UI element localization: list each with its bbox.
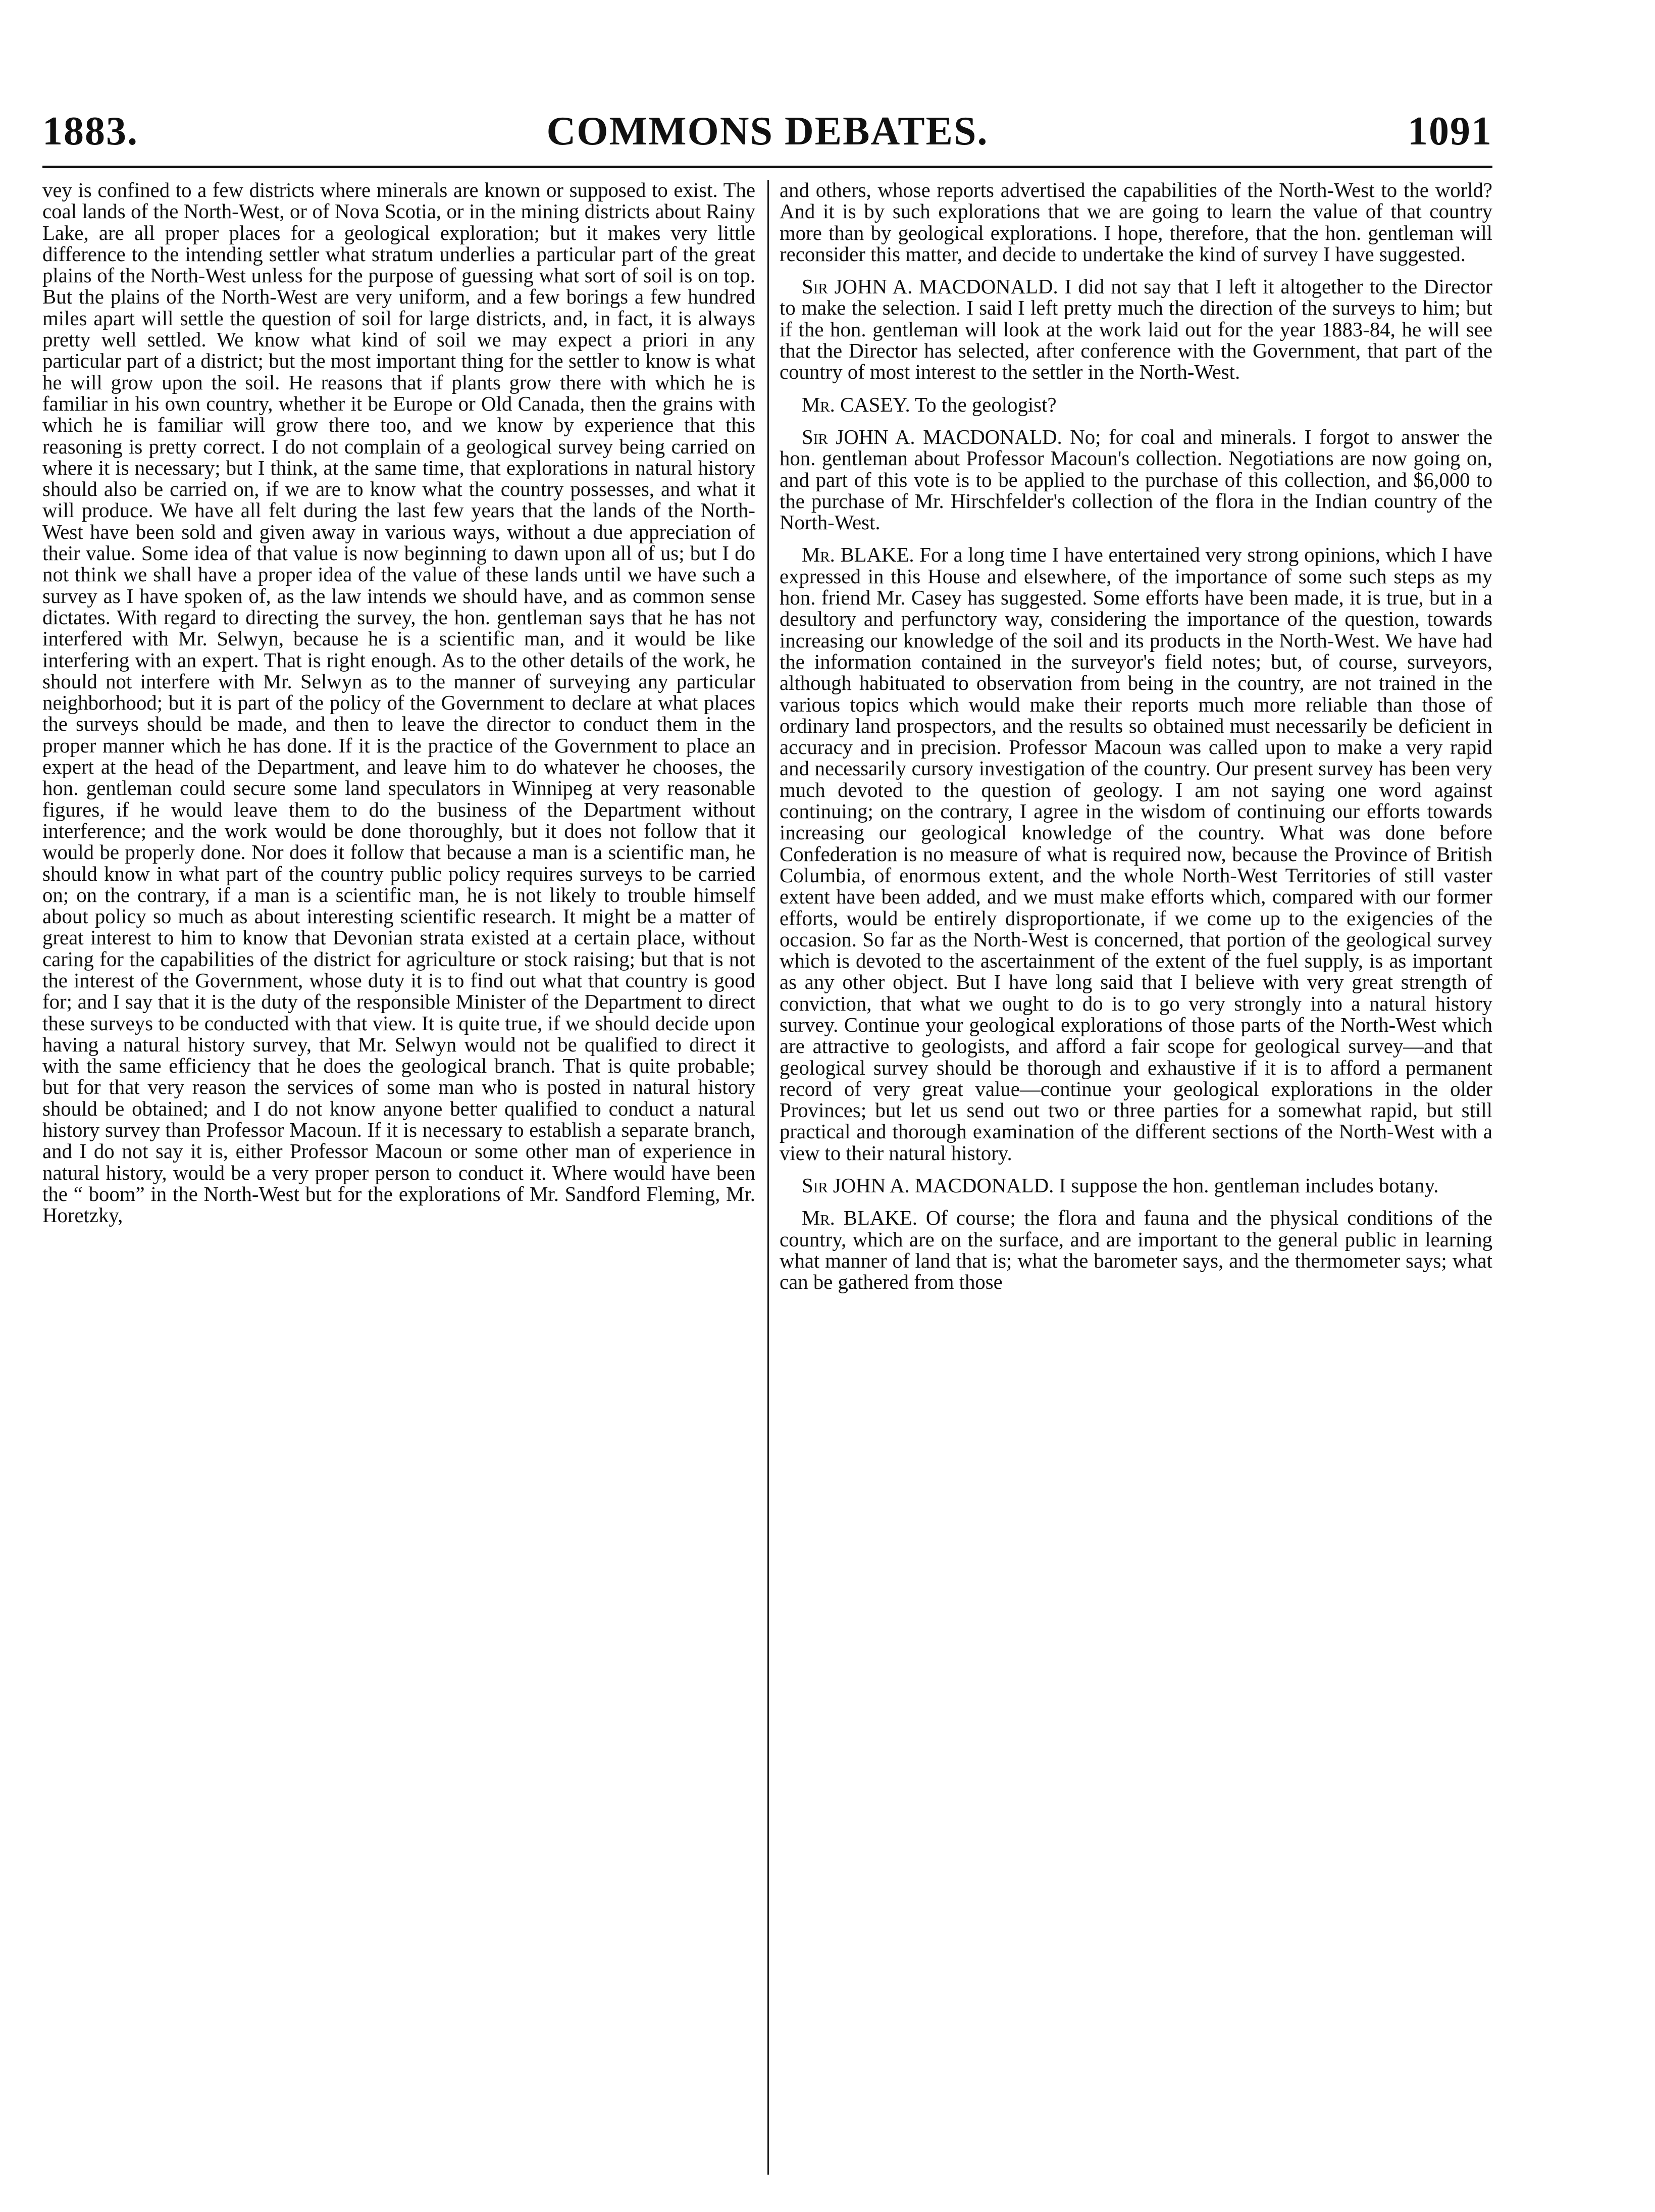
paragraph-text: Of course; the flora and fauna and the physical conditions of the country, which are on the surface, and are important to the general public in learning what manner of land that is; what the barometer says, and the thermometer says; what can be gathered from those — [780, 1206, 1492, 1294]
page — [42, 106, 1492, 2177]
speaker-name: Sir JOHN A. MACDONALD. — [802, 275, 1058, 298]
paragraph — [780, 544, 1492, 1164]
paragraph-text: I suppose the hon. gentleman includes botany. — [1059, 1174, 1439, 1197]
speaker-name: Sir JOHN A. MACDONALD. — [802, 425, 1062, 448]
paragraph — [780, 180, 1492, 265]
paragraph-text: To the geologist? — [915, 393, 1057, 416]
paragraph — [780, 427, 1492, 533]
paragraph-text: For a long time I have entertained very strong opinions, which I have expressed in this House and elsewhere, of the importance of some such steps as my hon. friend Mr. Casey has suggested. Some efforts have been made, it is true, but in a desultory and perfunctory way, considering the importance of the question, towards increasing our knowledge of the soil and its products in the North-West. We have had the information contained in the surveyor's field notes; but, of course, surveyors, although habituated to observation from being in the country, are not trained in the various topics which would make their reports much more reliable than those of ordinary land prospectors, and the results so obtained must necessarily be deficient in accuracy and in precision. Professor Macoun was called upon to make a very rapid and necessarily cursory investigation of the country. Our present survey has been very much devoted to the question of geology. I am not saying one word against continuing; on the contrary, I agree in the wisdom of continuing our efforts towards increasing our geological knowledge of the country. What was done before Confederation is no measure of what is required now, because the Province of British Columbia, of enormous extent, and the whole North-West Territories of still vaster extent have been added, and we must make efforts which, compared with our former efforts, would be entirely disproportionate, if we come up to the exigencies of the occasion. So far as the North-West is concerned, that portion of the geological survey which is devoted to the ascertainment of the extent of the fuel supply, is as important as any other object. But I have long said that I believe with very great strength of conviction, that what we ought to do is to go very strongly into a natural history survey. Continue your geological explorations of those parts of the North-West which are attractive to geologists, and afford a fair scope for geological survey—and that geological survey should be thorough and exhaustive if it is to afford a permanent record of very great value—continue your geological explorations in the older Provinces; but let us send out two or three parties for a somewhat rapid, but still practical and thorough examination of the different sections of the North-West with a view to their natural history. — [780, 543, 1492, 1165]
header-rule — [42, 166, 1492, 168]
speaker-name: Mr. BLAKE. — [802, 543, 914, 567]
left-column — [42, 180, 755, 2175]
paragraph-text: and others, whose reports advertised the capabilities of the North-West to the world? And it is by such explorations that we are going to learn the value of that country more than by geological explorations. I hope, therefore, that the hon. gentleman will reconsider this matter, and decide to undertake the kind of survey I have suggested. — [780, 180, 1492, 266]
paragraph-text: I did not say that I left it altogether to the Director to make the selection. I said I left pretty much the direction of the surveys to him; but if the hon. gentleman will look at the work laid out for the year 1883-84, he will see that the Director has selected, after conference with the Government, that part of the country of most interest to the settler in the North-West. — [780, 275, 1492, 384]
paragraph-text: No; for coal and minerals. I forgot to answer the hon. gentleman about Professor Macoun's collection. Negotiations are now going on, and part of this vote is to be applied to the purchase of this collection, and $6,000 to the purchase of Mr. Hirschfelder's collection of the flora in the Indian country of the North-West. — [780, 425, 1492, 534]
speaker-name: Mr. CASEY. — [802, 393, 910, 416]
page-number: 1091 — [1408, 109, 1492, 154]
paragraph — [780, 1208, 1492, 1293]
right-column — [780, 180, 1492, 2175]
paragraph — [780, 394, 1492, 416]
column-divider — [767, 180, 769, 2175]
header-year: 1883. — [42, 109, 138, 154]
page-header — [42, 106, 1492, 167]
publication-title: COMMONS DEBATES. — [546, 109, 989, 154]
paragraph — [780, 276, 1492, 383]
speaker-name: Sir JOHN A. MACDONALD. — [802, 1174, 1054, 1197]
paragraph — [780, 1175, 1492, 1196]
speaker-name: Mr. BLAKE. — [802, 1206, 917, 1230]
left-column-text: vey is confined to a few districts where minerals are known or supposed to exist. The coal lands of the North-West, or of Nova Scotia, or in the mining districts about Rainy Lake, are all proper places for a geological exploration; but it makes very little difference to the intending settler what stratum underlies a particular part of the great plains of the North-West unless for the purpose of guessing what sort of soil is on top. But the plains of the North-West are very uniform, and a few borings a few hundred miles apart will settle the question of soil for large districts, and, in fact, it is always pretty well settled. We know what kind of soil we may expect a priori in any particular part of a district; but the most important thing for the settler to know is what he will grow upon the soil. He reasons that if plants grow there with which he is familiar in his own country, whether it be Europe or Old Canada, then the grains with which he is familiar will grow there too, and we know by experience that this reasoning is pretty correct. I do not complain of a geological survey being carried on where it is necessary; but I think, at the same time, that explorations in natural history should also be carried on, if we are to know what the country possesses, and what it will produce. We have all felt during the last few years that the lands of the North-West have been sold and given away in various ways, without a due appreciation of their value. Some idea of that value is now beginning to dawn upon all of us; but I do not think we shall have a proper idea of the value of these lands until we have such a survey as I have spoken of, as the law intends we should have, and as common sense dictates. With regard to directing the survey, the hon. gentleman says that he has not interfered with Mr. Selwyn, because he is a scientific man, and it would be like interfering with an expert. That is right enough. As to the other details of the work, he should not interfere with Mr. Selwyn as to the manner of surveying any particular neighborhood; but it is part of the policy of the Government to declare at what places the surveys should be made, and then to leave the director to conduct them in the proper manner which he has done. If it is the practice of the Government to place an expert at the head of the Department, and leave him to do whatever he chooses, the hon. gentleman could secure some land speculators in Winnipeg at very reasonable figures, if he would leave them to do the business of the Department without interference; and the work would be done thoroughly, but it does not follow that it would be properly done. Nor does it follow that because a man is a scientific man, he should know in what part of the country public policy requires surveys to be carried on; on the contrary, if a man is a scientific man, he is not likely to trouble himself about policy so much as about interesting scientific research. It might be a matter of great interest to him to know that Devonian strata existed at a certain place, without caring for the capabilities of the district for agriculture or stock raising; but that is not the interest of the Government, whose duty it is to find out what that country is good for; and I say that it is the duty of the responsible Minister of the Department to direct these surveys to be conducted with that view. It is quite true, if we should decide upon having a natural history survey, that Mr. Selwyn would not be qualified to direct it with the same efficiency that he does the geological branch. That is quite probable; but for that very reason the services of some man who is posted in natural history should be obtained; and I do not know anyone better qualified to conduct a natural history survey than Professor Macoun. If it is necessary to establish a separate branch, and I do not say it is, either Professor Macoun or some other man of experience in natural history, would be a very proper person to conduct it. Where would have been the “ boom” in the North-West but for the explorations of Mr. Sandford Fleming, Mr. Horetzky, — [42, 180, 755, 1227]
